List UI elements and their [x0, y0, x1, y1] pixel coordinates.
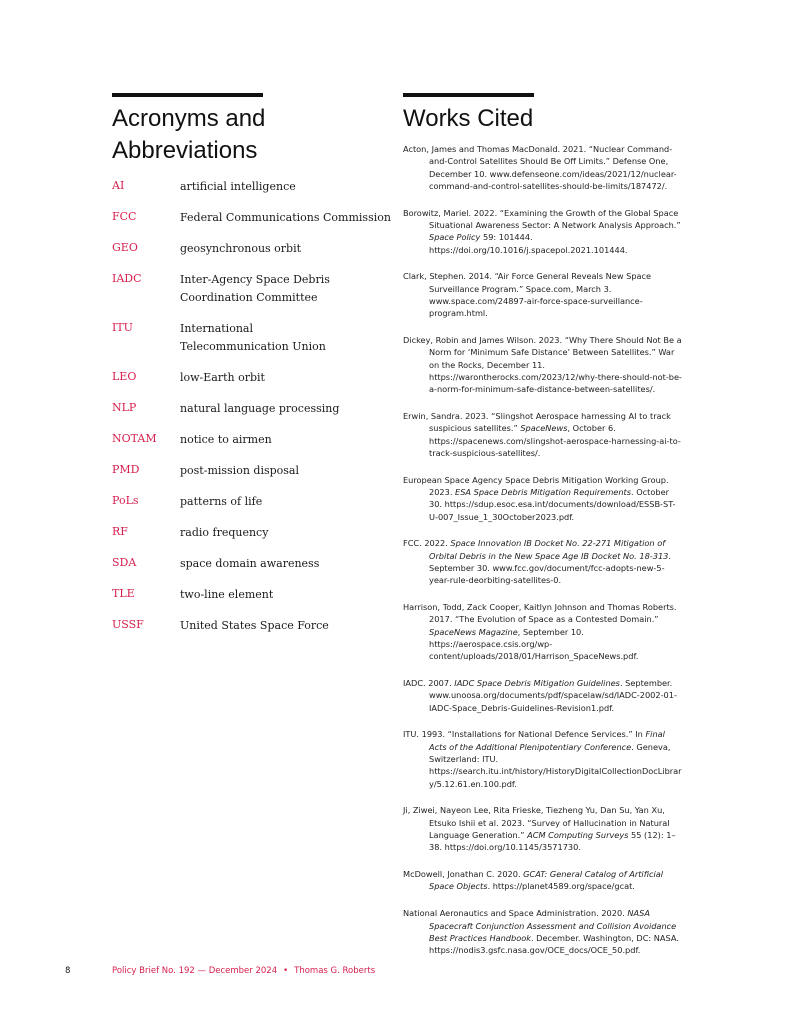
- acronym-row: [112, 524, 392, 542]
- citation: [403, 907, 683, 956]
- acronym-definition: notice to airmen: [180, 433, 272, 446]
- footer-publication: Policy Brief No. 192 — December 2024: [112, 966, 278, 976]
- acronym-definition: two-line element: [180, 588, 274, 601]
- acronym-abbr: RF: [112, 525, 128, 538]
- acronym-abbr: PMD: [112, 463, 140, 476]
- citation-text: . https://planet4589.org/space/gcat.: [487, 881, 635, 892]
- citation: [403, 334, 683, 395]
- acronyms-heading-line2: Abbreviations: [112, 137, 258, 164]
- citation: [403, 410, 683, 459]
- acronym-row: [112, 271, 392, 307]
- citation-text: 59: 101444. https://doi.org/10.1016/j.spacepol.2021.101444.: [429, 232, 628, 255]
- citation: [403, 537, 683, 586]
- acronym-definition: low-Earth orbit: [180, 371, 265, 384]
- acronym-definition: Inter-Agency Space Debris Coordination Committee: [180, 273, 330, 304]
- footer-separator: •: [283, 966, 289, 976]
- citation-text: Clark, Stephen. 2014. “Air Force General Reveals New Space Surveillance Program.” Space.com, March 3. www.space.com/24897-air-force-space-surveillance-program.html.: [403, 271, 652, 319]
- acronym-definition: United States Space Force: [180, 619, 329, 632]
- citation-text: Harrison, Todd, Zack Cooper, Kaitlyn Johnson and Thomas Roberts. 2017. “The Evolution of Space as a Contested Domain.”: [403, 602, 677, 625]
- acronym-definition: natural language processing: [180, 402, 340, 415]
- citation-text: . September 30. www.fcc.gov/document/fcc-adopts-new-5-year-rule-deorbiting-satellites-0.: [429, 550, 671, 586]
- citation-title: Space Innovation IB Docket No. 22-271 Mitigation of Orbital Debris in the New Space Age IB Docket No. 18-313: [429, 538, 669, 561]
- acronym-abbr: TLE: [112, 587, 135, 600]
- citation-text: ITU. 1993. “Installations for National Defence Services.” In: [403, 729, 646, 740]
- acronym-abbr: ITU: [112, 321, 133, 334]
- acronym-definition: Federal Communications Commission: [180, 211, 391, 224]
- acronym-definition: space domain awareness: [180, 557, 320, 570]
- citation-text: . October 30. https://sdup.esoc.esa.int/documents/download/ESSB-ST-U-007_Issue_1_30October2023.pdf.: [429, 487, 676, 522]
- acronym-abbr: GEO: [112, 241, 138, 254]
- acronym-row: [112, 586, 392, 604]
- acronym-row: [112, 369, 392, 387]
- citation: [403, 868, 683, 893]
- acronym-abbr: LEO: [112, 370, 137, 383]
- acronym-definition: artificial intelligence: [180, 180, 296, 193]
- citation-title: ESA Space Debris Mitigation Requirements: [455, 487, 632, 498]
- acronym-row: [112, 178, 392, 196]
- citation-text: 55 (12): 1–38. https://doi.org/10.1145/3571730.: [429, 830, 676, 853]
- acronym-abbr: USSF: [112, 618, 144, 631]
- acronym-row: [112, 400, 392, 418]
- citation-text: IADC. 2007.: [403, 678, 455, 689]
- acronym-abbr: FCC: [112, 210, 137, 223]
- citation-text: , October 6. https://spacenews.com/slingshot-aerospace-harnessing-ai-to-track-suspicious-satellites/.: [429, 423, 681, 458]
- acronym-abbr: NOTAM: [112, 432, 157, 445]
- acronym-row: [112, 209, 392, 227]
- citation-title: Final Acts of the Additional Plenipotentiary Conference: [429, 729, 665, 752]
- citation: [403, 270, 683, 319]
- citation-text: European Space Agency Space Debris Mitigation Working Group. 2023.: [403, 474, 669, 498]
- acronym-definition: patterns of life: [180, 495, 263, 508]
- acronym-list: [112, 178, 392, 648]
- citation-text: Erwin, Sandra. 2023. “Slingshot Aerospace harnessing AI to track suspicious satellites.”: [403, 411, 671, 434]
- citation: [403, 143, 683, 192]
- citation-title: Space Policy: [429, 232, 481, 243]
- citation-title: NASA Spacecraft Conjunction Assessment and Collision Avoidance Best Practices Handbook: [429, 908, 677, 943]
- citation-text: , September 10. https://aerospace.csis.org/wp-content/uploads/2018/01/Harrison_SpaceNews.pdf.: [429, 626, 639, 662]
- footer-publication-info: [112, 966, 375, 976]
- footer-author: Thomas G. Roberts: [294, 966, 376, 976]
- citation-text: Borowitz, Mariel. 2022. “Examining the Growth of the Global Space Situational Awareness Sector: A Network Analysis Approach.”: [403, 207, 681, 230]
- acronym-abbr: PoLs: [112, 494, 139, 507]
- acronym-row: [112, 462, 392, 480]
- acronym-abbr: AI: [112, 179, 125, 192]
- citation: [403, 728, 683, 789]
- citation-title: ACM Computing Surveys: [527, 830, 629, 841]
- acronyms-heading-line1: Acronyms and: [112, 105, 266, 132]
- citation-title: SpaceNews: [520, 423, 568, 434]
- citation: [403, 207, 683, 256]
- acronym-row: [112, 431, 392, 449]
- citation-title: SpaceNews Magazine: [429, 626, 518, 637]
- acronym-definition: post-mission disposal: [180, 464, 299, 477]
- acronyms-rule: [112, 93, 263, 97]
- acronym-definition: geosynchronous orbit: [180, 242, 302, 255]
- citation-text: National Aeronautics and Space Administration. 2020.: [403, 908, 628, 919]
- page-number: 8: [65, 966, 71, 976]
- citation-text: . September. www.unoosa.org/documents/pdf/spacelaw/sd/IADC-2002-01-IADC-Space_Debris-Guidelines-Revision1.pdf.: [429, 678, 677, 713]
- citation-text: . December. Washington, DC: NASA. https://nodis3.gsfc.nasa.gov/OCE_docs/OCE_50.pdf.: [429, 932, 679, 956]
- acronym-definition: International Telecommunication Union: [180, 322, 326, 353]
- citation: [403, 474, 683, 523]
- citation-text: McDowell, Jonathan C. 2020.: [403, 869, 524, 880]
- acronym-row: [112, 493, 392, 511]
- acronym-row: [112, 320, 392, 356]
- acronym-definition: radio frequency: [180, 526, 269, 539]
- works-cited-heading: Works Cited: [403, 105, 534, 132]
- acronym-row: [112, 555, 392, 573]
- acronym-row: [112, 240, 392, 258]
- acronym-abbr: NLP: [112, 401, 137, 414]
- acronyms-heading: [112, 103, 265, 167]
- citation-text: Ji, Ziwei, Nayeon Lee, Rita Frieske, Tiezheng Yu, Dan Su, Yan Xu, Etsuko Ishii et al. 2023. “Survey of Hallucination in Natural Language Generation.”: [403, 805, 670, 841]
- citation: [403, 677, 683, 714]
- citation-text: Dickey, Robin and James Wilson. 2023. “Why There Should Not Be a Norm for ‘Minimum Safe Distance’ Between Satellites.” War on the Rocks, December 11. https://warontherocks.com/2023/12/why-there-should-not-be-a-norm-for-minimum-safe-distance-between-satellites/.: [403, 335, 682, 395]
- acronym-abbr: IADC: [112, 272, 142, 285]
- acronym-row: [112, 617, 392, 635]
- works-cited-rule: [403, 93, 534, 97]
- acronym-abbr: SDA: [112, 556, 137, 569]
- citation-title: GCAT: General Catalog of Artificial Space Objects: [429, 869, 664, 892]
- citation-text: . Geneva, Switzerland: ITU. https://search.itu.int/history/HistoryDigitalCollectionDocLibrary/5.12.61.en.100.pdf.: [429, 741, 682, 789]
- citation: [403, 804, 683, 853]
- citation-text: Acton, James and Thomas MacDonald. 2021. “Nuclear Command-and-Control Satellites Should Be Off Limits.” Defense One, December 10. www.defenseone.com/ideas/2021/12/nuclear-command-and-control-satellites-should-be-limits/187472/.: [403, 144, 677, 191]
- citation-text: FCC. 2022.: [403, 538, 451, 549]
- citation-title: IADC Space Debris Mitigation Guidelines: [454, 678, 620, 689]
- citation: [403, 601, 683, 662]
- works-cited-list: [403, 143, 683, 971]
